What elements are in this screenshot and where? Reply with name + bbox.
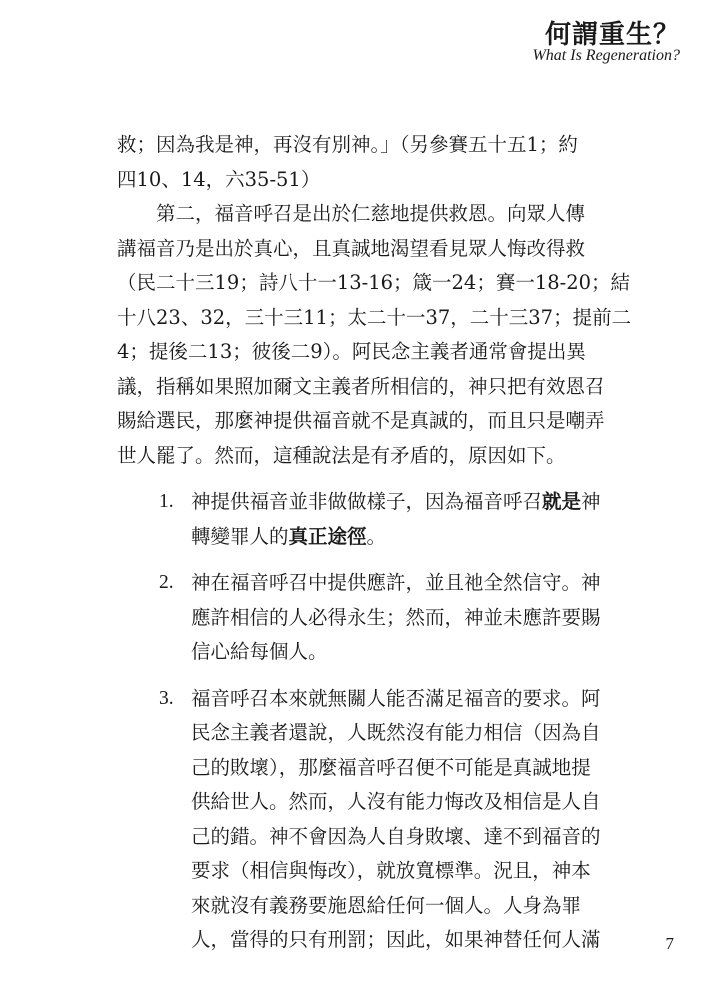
numbered-list xyxy=(117,485,599,958)
header-title-chinese: 何謂重生？ xyxy=(544,20,680,50)
text-line: 講福音乃是出於真心，且真誠地渴望看見眾人悔改得救 xyxy=(117,236,586,260)
text-line: 議，指稱如果照加爾文主義者所相信的，神只把有效恩召 xyxy=(117,374,605,398)
text-run: 。 xyxy=(366,524,387,548)
text-line: 十八23、32，三十三11；太二十一37，二十三37；提前二 xyxy=(117,305,632,329)
header-title-english: What Is Regeneration? xyxy=(532,47,680,64)
text-line xyxy=(191,520,599,555)
text-line: 4；提後二13；彼後二9）。阿民念主義者通常會提出異 xyxy=(117,340,586,363)
text-run: 轉變罪人的 xyxy=(191,524,289,548)
text-line: 民念主義者還說，人既然沒有能力相信（因為自 xyxy=(191,721,601,744)
text-line: 供給世人。然而，人沒有能力悔改及相信是人自 xyxy=(191,790,601,813)
page-body xyxy=(117,128,632,970)
intro-paragraph xyxy=(117,128,599,197)
list-item-number: 3. xyxy=(159,687,174,709)
text-line: 來就沒有義務要施恩給任何一個人。人身為罪 xyxy=(191,893,582,917)
text-line: 信心給每個人。 xyxy=(191,640,328,663)
text-line: 應許相信的人必得永生；然而，神並未應許要賜 xyxy=(191,605,601,629)
text-line: 要求（相信與悔改），就放寬標準。況且，神本 xyxy=(191,859,591,882)
text-line: 人，當得的只有刑罰；因此，如果神替任何人滿 xyxy=(191,928,601,951)
text-line: 世人罷了。然而，這種說法是有矛盾的，原因如下。 xyxy=(117,443,566,467)
paragraph-second-point xyxy=(117,197,632,473)
text-line: 救；因為我是神，再沒有別神。」（另參賽五十五1；約 xyxy=(117,133,578,156)
page-number: 7 xyxy=(665,934,674,953)
text-line: 賜給選民，那麼神提供福音就不是真誠的，而且只是嘲弄 xyxy=(117,409,605,432)
list-item xyxy=(117,566,599,670)
bold-emphasis: 真正途徑 xyxy=(288,524,367,548)
text-line: （民二十三19；詩八十一13-16；箴一24；賽一18-20；結 xyxy=(117,271,631,294)
list-item xyxy=(117,682,599,958)
list-item-number: 2. xyxy=(159,572,174,593)
text-line xyxy=(191,485,599,520)
list-item xyxy=(117,485,599,554)
list-item-number: 1. xyxy=(159,491,174,512)
bold-emphasis: 就是 xyxy=(542,490,582,513)
text-line: 己的錯。神不會因為人自身敗壞、達不到福音的 xyxy=(191,824,601,848)
text-line: 四10、14，六35-51） xyxy=(117,167,321,191)
text-line: 己的敗壞），那麼福音呼召便不可能是真誠地提 xyxy=(191,755,591,779)
running-header xyxy=(532,20,680,64)
text-line: 第二，福音呼召是出於仁慈地提供救恩。向眾人傳 xyxy=(117,202,586,225)
text-line: 福音呼召本來就無關人能否滿足福音的要求。阿 xyxy=(191,686,601,710)
text-line: 神在福音呼召中提供應許，並且祂全然信守。神 xyxy=(191,571,601,594)
text-run: 神 xyxy=(581,490,601,513)
text-run: 神提供福音並非做做樣子，因為福音呼召 xyxy=(191,490,543,513)
